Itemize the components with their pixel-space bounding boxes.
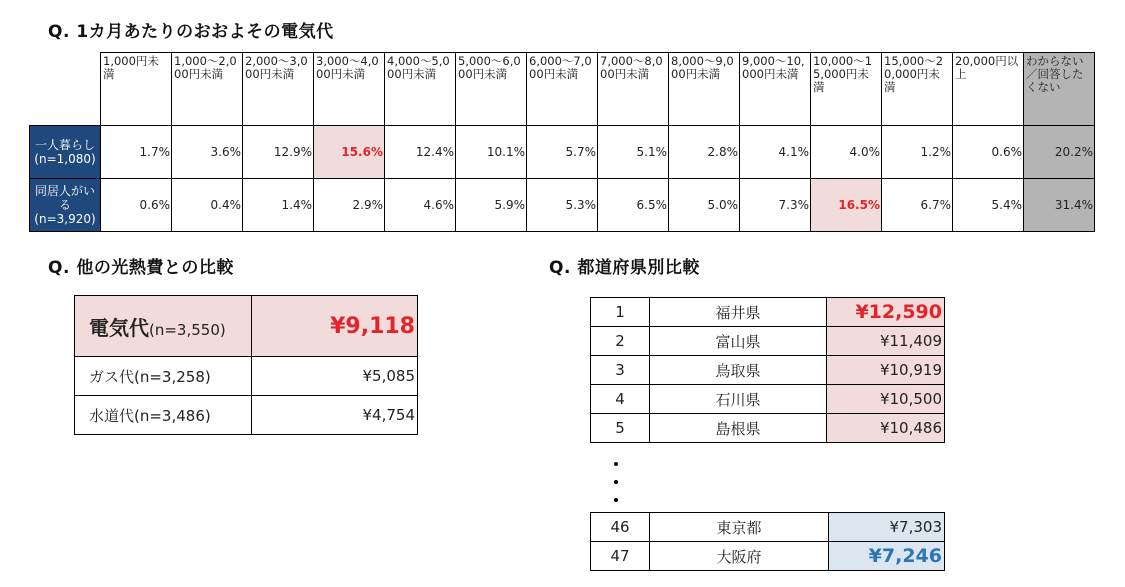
row-label-n: (n=1,080) xyxy=(34,152,96,166)
table-row xyxy=(591,414,945,443)
row-label-n: (n=3,920) xyxy=(34,212,96,226)
table-cell: 0.4% xyxy=(172,179,243,232)
table-cell: 31.4% xyxy=(1024,179,1095,232)
ellipsis-dot xyxy=(614,462,618,466)
row-label xyxy=(30,179,101,232)
price-cell: ¥7,246 xyxy=(829,542,945,571)
table-cell: 4.6% xyxy=(385,179,456,232)
column-header: 1,000〜2,000円未満 xyxy=(172,53,243,126)
gas-label: ガス代(n=3,258) xyxy=(75,357,252,396)
rank-cell: 1 xyxy=(591,298,650,327)
table-row xyxy=(591,513,945,542)
electricity-value: ¥9,118 xyxy=(252,296,418,357)
q2-title: Q. 他の光熱費との比較 xyxy=(48,258,234,278)
price-cell: ¥11,409 xyxy=(827,327,945,356)
table-row xyxy=(591,356,945,385)
prefecture-cell: 福井県 xyxy=(650,298,827,327)
utility-comparison-table xyxy=(74,295,418,435)
table-cell: 12.4% xyxy=(385,126,456,179)
prefecture-cell: 大阪府 xyxy=(650,542,829,571)
table-cell: 1.4% xyxy=(243,179,314,232)
column-header: 7,000〜8,000円未満 xyxy=(598,53,669,126)
table-row xyxy=(591,542,945,571)
table-cell: 5.0% xyxy=(669,179,740,232)
table-cell: 5.7% xyxy=(527,126,598,179)
price-cell: ¥10,486 xyxy=(827,414,945,443)
table-row xyxy=(75,357,418,396)
table-row xyxy=(75,296,418,357)
table-cell: 5.4% xyxy=(953,179,1024,232)
table-cell: 2.9% xyxy=(314,179,385,232)
prefecture-top-table xyxy=(590,297,945,443)
table-cell: 4.1% xyxy=(740,126,811,179)
column-header: 1,000円未満 xyxy=(101,53,172,126)
rank-cell: 46 xyxy=(591,513,650,542)
header-row xyxy=(30,53,1095,126)
row-label-text: 一人暮らし xyxy=(34,138,95,152)
prefecture-cell: 富山県 xyxy=(650,327,827,356)
price-cell: ¥10,919 xyxy=(827,356,945,385)
electricity-n: (n=3,550) xyxy=(149,320,226,339)
column-header: 9,000〜10,000円未満 xyxy=(740,53,811,126)
corner-cell xyxy=(30,53,101,126)
table-cell: 0.6% xyxy=(953,126,1024,179)
table-cell: 5.9% xyxy=(456,179,527,232)
electricity-distribution-table xyxy=(29,52,1095,232)
table-cell: 6.5% xyxy=(598,179,669,232)
table-row xyxy=(591,298,945,327)
table-row xyxy=(75,396,418,435)
rank-cell: 4 xyxy=(591,385,650,414)
price-cell: ¥10,500 xyxy=(827,385,945,414)
q3-title: Q. 都道府県別比較 xyxy=(549,258,700,278)
table-cell: 4.0% xyxy=(811,126,882,179)
prefecture-cell: 鳥取県 xyxy=(650,356,827,385)
rank-cell: 5 xyxy=(591,414,650,443)
column-header: わからない／回答したくない xyxy=(1024,53,1095,126)
table-cell: 3.6% xyxy=(172,126,243,179)
column-header: 2,000〜3,000円未満 xyxy=(243,53,314,126)
table-cell: 6.7% xyxy=(882,179,953,232)
column-header: 4,000〜5,000円未満 xyxy=(385,53,456,126)
prefecture-cell: 石川県 xyxy=(650,385,827,414)
table-cell: 5.1% xyxy=(598,126,669,179)
table-cell: 10.1% xyxy=(456,126,527,179)
table-cell: 20.2% xyxy=(1024,126,1095,179)
table-cell: 0.6% xyxy=(101,179,172,232)
water-label: 水道代(n=3,486) xyxy=(75,396,252,435)
column-header: 10,000〜15,000円未満 xyxy=(811,53,882,126)
table-cell: 1.7% xyxy=(101,126,172,179)
column-header: 6,000〜7,000円未満 xyxy=(527,53,598,126)
table-row xyxy=(591,327,945,356)
column-header: 20,000円以上 xyxy=(953,53,1024,126)
table-cell: 2.8% xyxy=(669,126,740,179)
rank-cell: 47 xyxy=(591,542,650,571)
prefecture-bottom-table xyxy=(590,512,945,571)
q1-title: Q. 1カ月あたりのおおよその電気代 xyxy=(48,22,334,42)
row-label-text: 同居人がいる xyxy=(34,184,95,212)
prefecture-cell: 東京都 xyxy=(650,513,829,542)
ellipsis-dot xyxy=(614,480,618,484)
price-cell: ¥7,303 xyxy=(829,513,945,542)
electricity-label xyxy=(75,296,252,357)
table-cell: 7.3% xyxy=(740,179,811,232)
column-header: 3,000〜4,000円未満 xyxy=(314,53,385,126)
rank-cell: 3 xyxy=(591,356,650,385)
table-row xyxy=(591,385,945,414)
column-header: 5,000〜6,000円未満 xyxy=(456,53,527,126)
table-cell: 5.3% xyxy=(527,179,598,232)
column-header: 15,000〜20,000円未満 xyxy=(882,53,953,126)
price-cell: ¥12,590 xyxy=(827,298,945,327)
table-cell-highlight: 16.5% xyxy=(811,179,882,232)
column-header: 8,000〜9,000円未満 xyxy=(669,53,740,126)
table-cell: 12.9% xyxy=(243,126,314,179)
prefecture-cell: 島根県 xyxy=(650,414,827,443)
table-cell: 1.2% xyxy=(882,126,953,179)
table-cell-highlight: 15.6% xyxy=(314,126,385,179)
gas-value: ¥5,085 xyxy=(252,357,418,396)
row-label xyxy=(30,126,101,179)
table-row xyxy=(30,179,1095,232)
electricity-label-text: 電気代 xyxy=(89,315,149,340)
water-value: ¥4,754 xyxy=(252,396,418,435)
ellipsis-dot xyxy=(614,498,618,502)
rank-cell: 2 xyxy=(591,327,650,356)
table-row xyxy=(30,126,1095,179)
